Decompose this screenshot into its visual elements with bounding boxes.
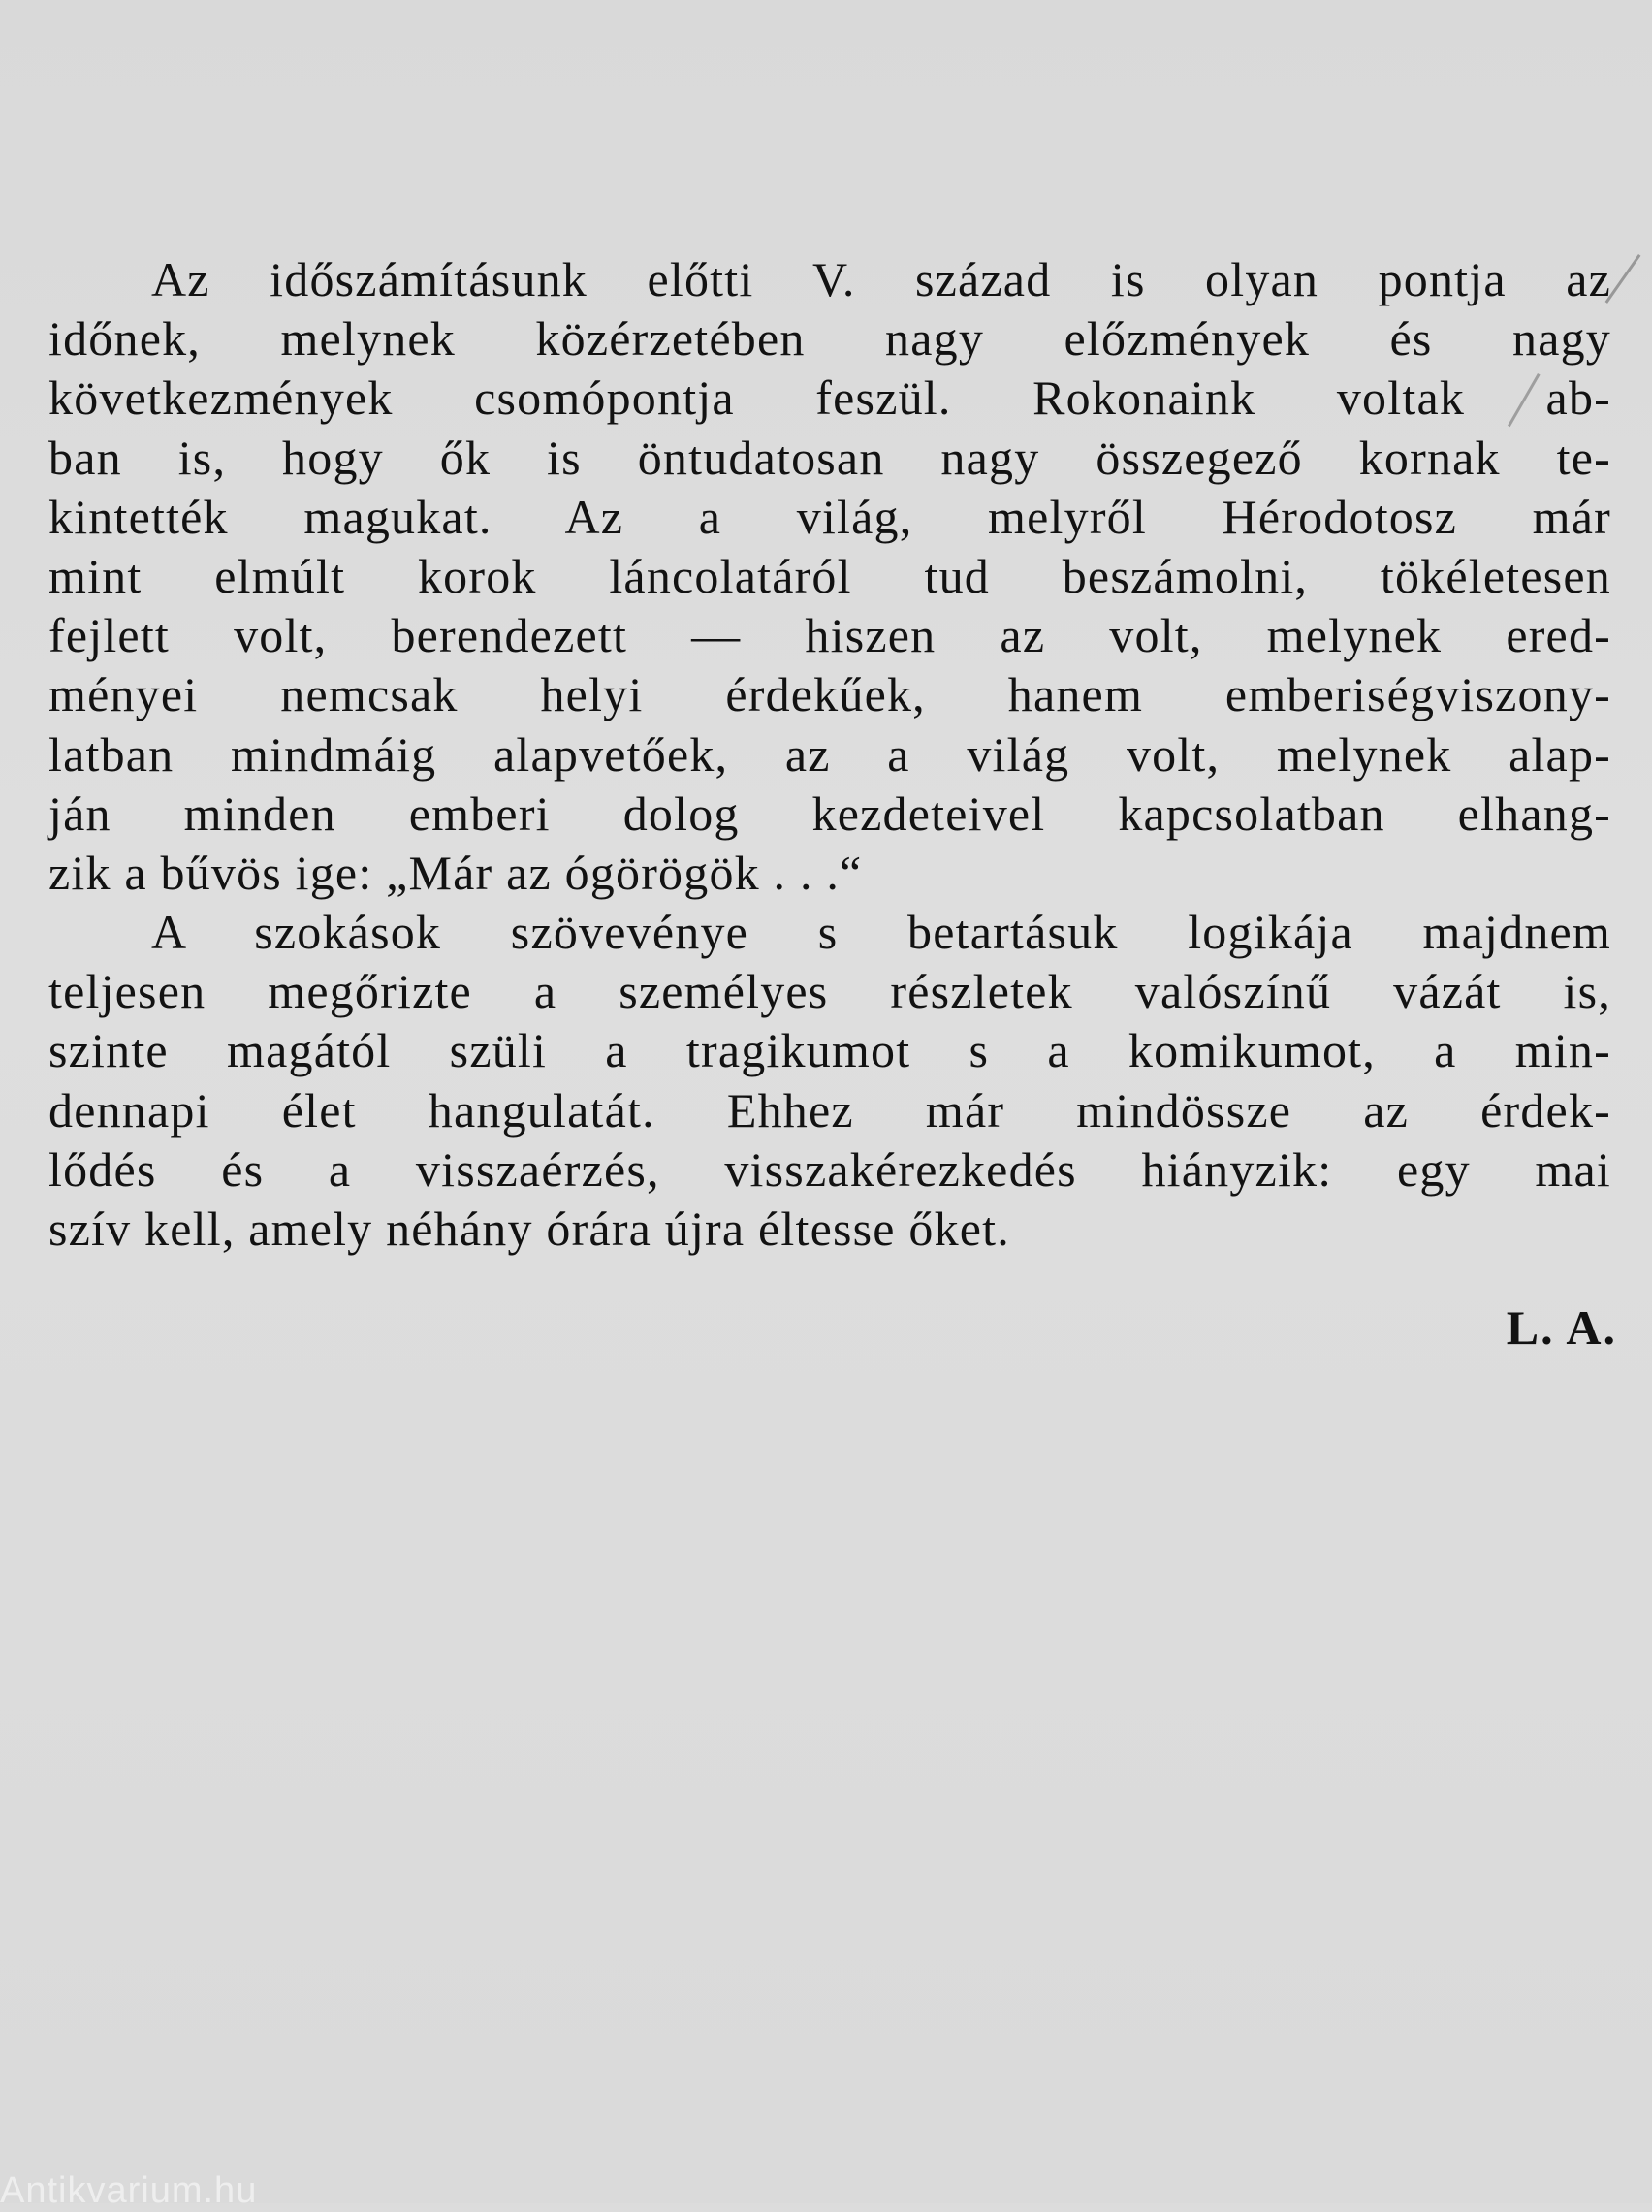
text-line: következmények csomópontja feszül. Rokonaink voltak ab-: [48, 370, 1611, 426]
watermark: Antikvarium.hu: [0, 2170, 258, 2211]
text-line: szinte magától szüli a tragikumot s a komikumot, a min-: [48, 1023, 1611, 1078]
text-line: zik a bűvös ige: „Már az ógörögök . . .“: [48, 845, 863, 900]
text-line: latban mindmáig alapvetőek, az a világ volt, melynek alap-: [48, 726, 1611, 782]
text-line: dennapi élet hangulatát. Ehhez már mindössze az érdek-: [48, 1082, 1611, 1138]
text-line: ményei nemcsak helyi érdekűek, hanem emberiségviszony-: [48, 667, 1611, 722]
text-line: időnek, melynek közérzetében nagy előzmények és nagy: [48, 311, 1611, 367]
author-signature: L. A.: [1506, 1300, 1617, 1355]
body-text: [48, 250, 1611, 1259]
text-line: teljesen megőrizte a személyes részletek valószínű vázát is,: [48, 964, 1611, 1019]
text-line: A szokások szövevénye s betartásuk logikája majdnem: [151, 905, 1611, 960]
text-line: kintették magukat. Az a világ, melyről Hérodotosz már: [48, 489, 1611, 544]
text-line: ban is, hogy ők is öntudatosan nagy összegező kornak te-: [48, 430, 1611, 485]
text-line: Az időszámításunk előtti V. század is olyan pontja az: [151, 252, 1611, 306]
text-line: lődés és a visszaérzés, visszakérezkedés hiányzik: egy mai: [48, 1141, 1611, 1197]
text-line: fejlett volt, berendezett — hiszen az volt, melynek ered-: [48, 608, 1611, 663]
text-line: szív kell, amely néhány órára újra éltesse őket.: [48, 1202, 1010, 1256]
text-line: ján minden emberi dolog kezdeteivel kapcsolatban elhang-: [48, 785, 1611, 841]
text-line: mint elmúlt korok láncolatáról tud beszámolni, tökéletesen: [48, 548, 1611, 603]
